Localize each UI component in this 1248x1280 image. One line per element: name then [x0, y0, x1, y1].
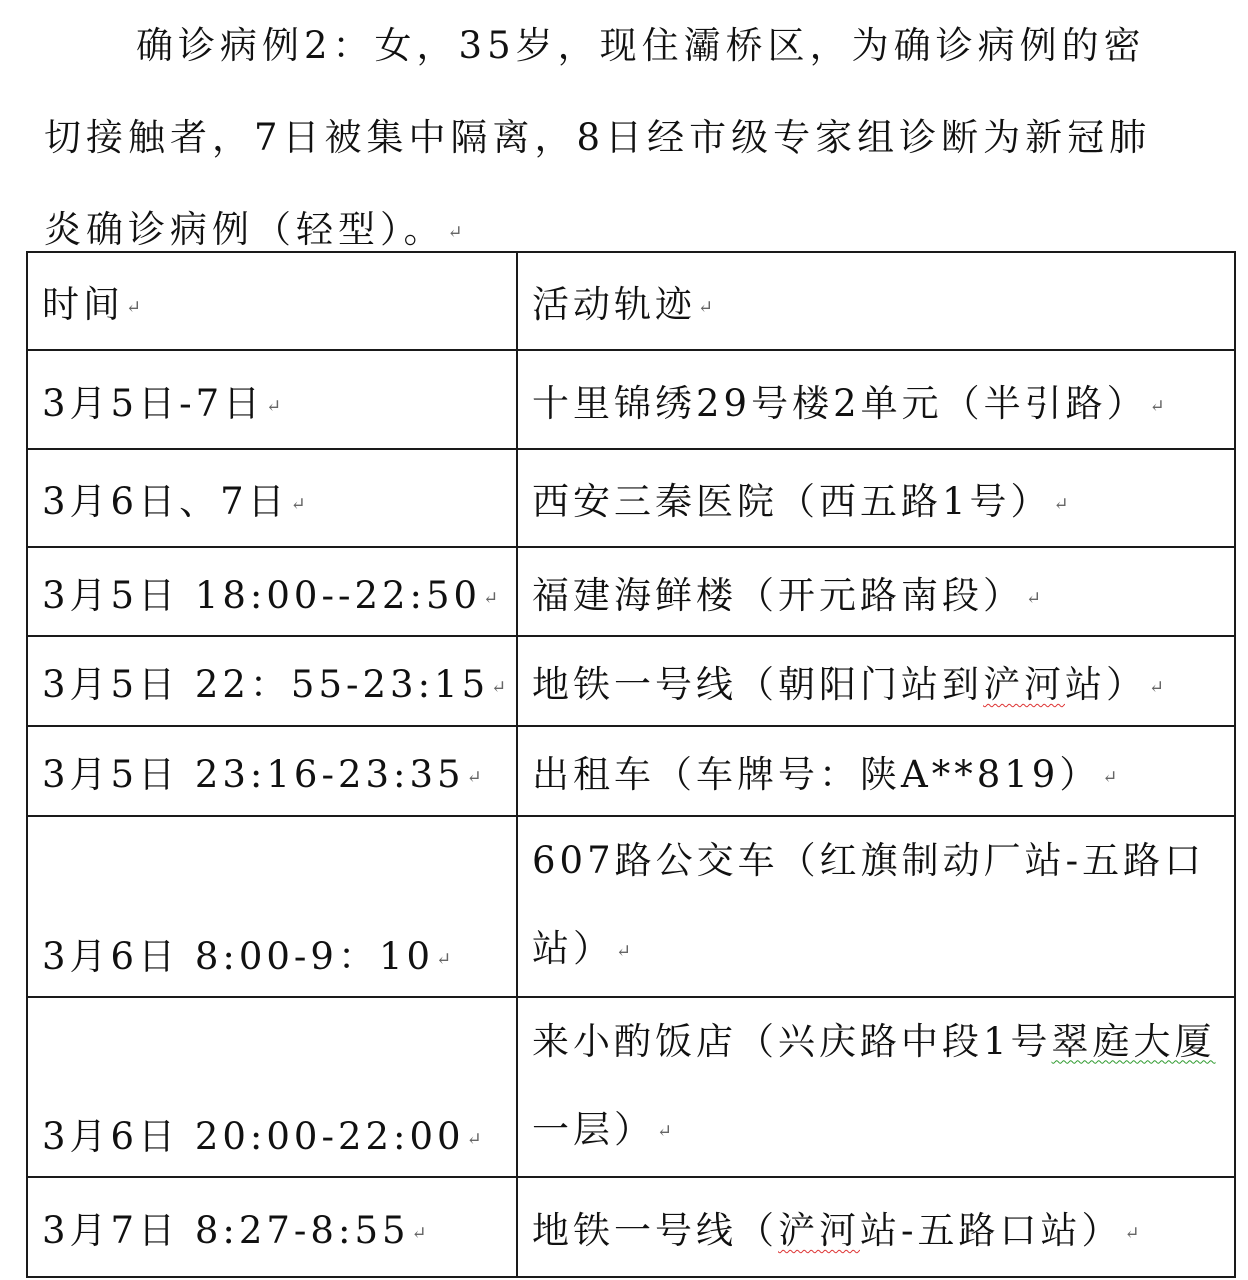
table-row — [27, 350, 1235, 449]
header-time: 时间 ↵ — [27, 252, 517, 350]
time-cell: 3月6日 8:00-9：10 ↵ — [27, 816, 517, 997]
cell-mark-icon: ↵ — [436, 948, 452, 970]
table-row — [27, 1177, 1235, 1277]
activity-cell: 西安三秦医院（西五路1号） ↵ — [517, 449, 1235, 547]
activity-cell: 福建海鲜楼（开元路南段） ↵ — [517, 547, 1235, 636]
spellcheck-mark: 浐河 — [983, 663, 1065, 706]
activity-cell: 地铁一号线（朝阳门站到浐河站） ↵ — [517, 636, 1235, 726]
cell-mark-icon: ↵ — [657, 1121, 673, 1142]
paragraph-line-3: 炎确诊病例（轻型）。 ↵ — [44, 184, 1224, 279]
case-description-paragraph — [44, 0, 1224, 279]
spellcheck-mark: 浐河 — [778, 1209, 860, 1252]
table-row — [27, 816, 1235, 997]
activity-track-table — [26, 251, 1236, 1278]
cell-mark-icon: ↵ — [290, 494, 306, 515]
time-cell: 3月6日、7日 ↵ — [27, 449, 517, 547]
table-header-row — [27, 252, 1235, 350]
cell-mark-icon: ↵ — [1149, 677, 1165, 698]
paragraph-line-2: 切接触者，7日被集中隔离，8日经市级专家组诊断为新冠肺 — [44, 116, 1152, 159]
spellcheck-mark: 翠庭大厦 — [1051, 1019, 1216, 1063]
time-cell: 3月5日 22：55-23:15 ↵ — [27, 636, 517, 726]
cell-mark-icon: ↵ — [126, 297, 142, 318]
cell-mark-icon: ↵ — [616, 940, 632, 962]
time-cell: 3月5日 18:00--22:50 ↵ — [27, 547, 517, 636]
cell-mark-icon: ↵ — [1053, 494, 1069, 515]
activity-cell: 出租车（车牌号：陕A**819） ↵ — [517, 726, 1235, 816]
activity-cell: 地铁一号线（浐河站-五路口站） ↵ — [517, 1177, 1235, 1277]
table-row — [27, 636, 1235, 726]
cell-mark-icon: ↵ — [1026, 587, 1042, 609]
cell-mark-icon: ↵ — [466, 1129, 482, 1150]
table-row — [27, 547, 1235, 636]
time-cell: 3月5日-7日 ↵ — [27, 350, 517, 449]
table-row — [27, 997, 1235, 1178]
cell-mark-icon: ↵ — [483, 587, 499, 609]
activity-cell: 来小酌饭店（兴庆路中段1号翠庭大厦一层） ↵ — [517, 997, 1235, 1178]
activity-cell: 十里锦绣29号楼2单元（半引路） ↵ — [517, 350, 1235, 449]
cell-mark-icon: ↵ — [266, 395, 282, 417]
table-row — [27, 726, 1235, 816]
time-cell: 3月5日 23:16-23:35 ↵ — [27, 726, 517, 816]
cell-mark-icon: ↵ — [1102, 767, 1118, 788]
cell-mark-icon: ↵ — [1149, 395, 1165, 417]
activity-cell: 607路公交车（红旗制动厂站-五路口站） ↵ — [517, 816, 1235, 997]
cell-mark-icon: ↵ — [466, 767, 482, 788]
time-cell: 3月7日 8:27-8:55 ↵ — [27, 1177, 517, 1277]
time-cell: 3月6日 20:00-22:00 ↵ — [27, 997, 517, 1178]
cell-mark-icon: ↵ — [1124, 1223, 1140, 1244]
header-activity: 活动轨迹 ↵ — [517, 252, 1235, 350]
cell-mark-icon: ↵ — [491, 677, 507, 698]
paragraph-line-1: 确诊病例2：女，35岁，现住灞桥区，为确诊病例的密 — [136, 24, 1146, 67]
table-row — [27, 449, 1235, 547]
cell-mark-icon: ↵ — [411, 1223, 427, 1244]
paragraph-mark-icon: ↵ — [447, 221, 463, 243]
cell-mark-icon: ↵ — [698, 297, 714, 318]
